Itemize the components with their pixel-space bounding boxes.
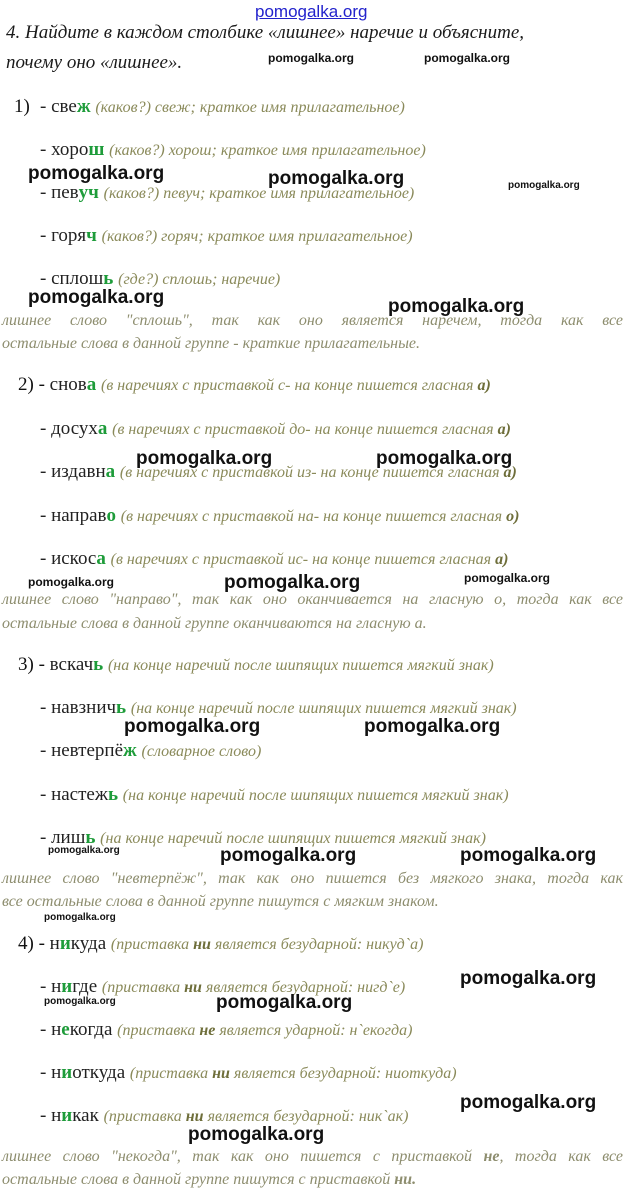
group-3-item-1: [18, 654, 494, 676]
group-2-item-1: [18, 374, 491, 396]
word-ending: а: [96, 548, 106, 569]
word-ending: ь: [107, 784, 119, 805]
group-1-item-1: [40, 96, 405, 118]
group-3-item-3: [40, 740, 261, 762]
site-title[interactable]: pomogalka.org: [255, 2, 368, 21]
item-note: (каков?) свеж; краткое имя прилагательное): [95, 99, 405, 116]
item-note: (каков?) певуч; краткое имя прилагательное): [103, 185, 415, 202]
group-3-item-4: [40, 784, 509, 806]
group-4-item-3: [40, 1019, 412, 1041]
item-note: (каков?) горяч; краткое имя прилагательное): [101, 228, 413, 245]
word-ending: ь: [116, 697, 127, 718]
watermark: pomogalka.org: [460, 1092, 597, 1113]
word-rest: как: [72, 1105, 99, 1126]
watermark: pomogalka.org: [220, 845, 357, 866]
word-stem: - н: [40, 1062, 62, 1083]
watermark: pomogalka.org: [136, 448, 273, 469]
watermark: pomogalka.org: [464, 571, 551, 585]
item-note: (приставка ни является безударной: ниоткуда): [129, 1065, 457, 1082]
watermark: pomogalka.org: [388, 296, 525, 317]
word-ending: ж: [76, 96, 91, 117]
watermark: pomogalka.org: [44, 996, 116, 1007]
word-vowel: и: [61, 1105, 73, 1126]
word-rest: где: [72, 976, 98, 997]
word-stem: - искос: [40, 548, 97, 569]
word-stem: - хоро: [40, 139, 89, 160]
word-stem: - н: [40, 976, 62, 997]
group-2-item-5: [40, 548, 508, 570]
group-2-item-2: [40, 418, 511, 440]
group-1-conclusion-1: лишнее слово "сплошь", так как оно является наречем, тогда как все: [2, 312, 623, 329]
word-ending: а: [97, 418, 108, 439]
watermark: pomogalka.org: [28, 575, 115, 589]
watermark: pomogalka.org: [124, 716, 261, 737]
watermark: pomogalka.org: [216, 992, 353, 1013]
group-4-conclusion-2: остальные слова в данной группе пишутся с приставкой ни.: [2, 1171, 417, 1188]
watermark: pomogalka.org: [224, 572, 361, 593]
item-note: (в наречиях с приставкой с- на конце пишется гласная а): [100, 377, 491, 394]
word-stem: вскач: [49, 654, 94, 675]
watermark: pomogalka.org: [460, 845, 597, 866]
item-note: (на конце наречий после шипящих пишется мягкий знак): [122, 787, 509, 804]
word-stem: - навзнич: [40, 697, 117, 718]
watermark: pomogalka.org: [48, 845, 120, 856]
word-ending: а: [105, 461, 116, 482]
group-3-number: 3) -: [18, 654, 45, 675]
watermark: pomogalka.org: [424, 51, 511, 65]
group-1-conclusion-2: остальные слова в данной группе - краткие прилагательные.: [2, 335, 420, 352]
item-note: (каков?) хорош; краткое имя прилагательное): [109, 142, 426, 159]
watermark: pomogalka.org: [44, 912, 116, 923]
word-stem: - настеж: [40, 784, 108, 805]
word-vowel: и: [61, 1062, 73, 1083]
watermark: pomogalka.org: [508, 180, 580, 191]
group-4-number: 4) -: [18, 933, 45, 954]
item-note: (в наречиях с приставкой из- на конце пишется гласная а): [119, 464, 517, 481]
word-stem: - н: [40, 1019, 62, 1040]
word-stem: - досух: [40, 418, 98, 439]
watermark: pomogalka.org: [364, 716, 501, 737]
item-note: (приставка не является ударной: н`екогда): [117, 1022, 413, 1039]
item-note: (в наречиях с приставкой до- на конце пишется гласная а): [112, 421, 511, 438]
item-note: (в наречиях с приставкой на- на конце пишется гласная о): [120, 508, 520, 525]
word-ending: ч: [86, 225, 97, 246]
word-stem: - издавн: [40, 461, 106, 482]
word-rest: когда: [69, 1019, 113, 1040]
watermark: pomogalka.org: [268, 168, 405, 189]
watermark: pomogalka.org: [460, 968, 597, 989]
watermark: pomogalka.org: [188, 1124, 325, 1145]
group-2-number: 2) -: [18, 374, 45, 395]
group-2-conclusion-2: остальные слова в данной группе оканчиваются на гласную а.: [2, 615, 427, 632]
word-stem: - н: [40, 1105, 62, 1126]
item-note: (на конце наречий после шипящих пишется мягкий знак): [107, 657, 494, 674]
word-vowel: е: [61, 1019, 70, 1040]
watermark: pomogalka.org: [28, 163, 165, 184]
item-note: (в наречиях с приставкой ис- на конце пишется гласная а): [110, 551, 509, 568]
word-stem: н: [49, 933, 60, 954]
group-4-item-4: [40, 1062, 457, 1084]
word-rest: куда: [70, 933, 107, 954]
item-note: (словарное слово): [141, 743, 262, 760]
word-stem: снов: [49, 374, 87, 395]
word-stem: - лиш: [40, 827, 86, 848]
task-line-2: почему оно «лишнее».: [6, 52, 183, 73]
word-rest: откуда: [72, 1062, 126, 1083]
group-2-item-4: [40, 505, 519, 527]
word-stem: - направ: [40, 505, 107, 526]
group-1-item-2: [40, 139, 426, 161]
word-stem: - све: [40, 96, 77, 117]
item-note: (приставка ни является безударной: ник`ак): [103, 1108, 409, 1125]
group-3-conclusion-2: все остальные слова в данной группе пишутся с мягким знаком.: [2, 893, 439, 910]
group-4-item-1: [18, 933, 423, 955]
word-ending: ь: [93, 654, 104, 675]
item-note: (на конце наречий после шипящих пишется мягкий знак): [130, 700, 517, 717]
word-ending: о: [106, 505, 116, 526]
watermark: pomogalka.org: [28, 287, 165, 308]
item-note: (где?) сплошь; наречие): [118, 271, 281, 288]
group-2-conclusion-1: лишнее слово "направо", так как оно оканчивается на гласную о, тогда как все: [2, 591, 623, 608]
watermark: pomogalka.org: [268, 51, 355, 65]
item-note: (приставка ни является безударной: никуд`а): [110, 936, 424, 953]
word-stem: - невтерпё: [40, 740, 124, 761]
watermark: pomogalka.org: [376, 448, 513, 469]
word-ending: ь: [85, 827, 96, 848]
word-ending: а: [86, 374, 97, 395]
word-stem: - сплош: [40, 268, 104, 289]
task-line-1: 4. Найдите в каждом столбике «лишнее» наречие и объясните,: [6, 22, 525, 43]
word-stem: - горя: [40, 225, 87, 246]
word-ending: ь: [103, 268, 114, 289]
word-stem: - пев: [40, 182, 79, 203]
word-ending: ж: [123, 740, 137, 761]
group-4-conclusion-1: лишнее слово "некогда", так как оно пишется с приставкой не, тогда как все: [2, 1148, 624, 1165]
group-1-number: 1): [14, 96, 30, 117]
group-1-item-4: [40, 225, 413, 247]
item-note: (на конце наречий после шипящих пишется мягкий знак): [100, 830, 486, 847]
word-vowel: и: [59, 933, 71, 954]
word-vowel: и: [61, 976, 73, 997]
item-note: (приставка ни является безударной: нигд`е): [101, 979, 406, 996]
word-ending: уч: [78, 182, 99, 203]
word-ending: ш: [88, 139, 105, 160]
group-3-conclusion-1: лишнее слово "невтерпёж", так как оно пишется без мягкого знака, тогда как: [2, 870, 623, 887]
